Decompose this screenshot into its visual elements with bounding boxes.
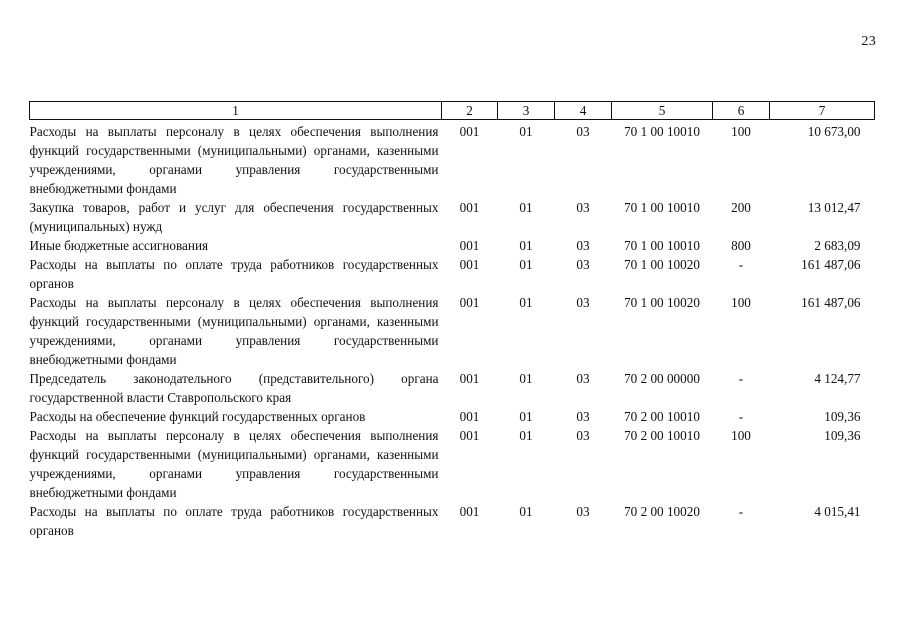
row-description: Председатель законодательного (представительного) органа государственной власти Ставропольского края	[29, 371, 439, 405]
row-description: Расходы на выплаты по оплате труда работников государственных органов	[29, 504, 439, 538]
column-header: 3	[498, 102, 555, 120]
column-header: 7	[770, 102, 875, 120]
column-header: 4	[555, 102, 612, 120]
row-subsection-code: 03	[576, 371, 590, 386]
row-section-code: 01	[519, 257, 533, 272]
row-ministry-code: 001	[459, 200, 480, 215]
row-expense-type-code: 800	[731, 238, 751, 253]
row-target-article-code: 70 2 00 10010	[624, 428, 700, 443]
row-subsection-code: 03	[576, 200, 590, 215]
row-amount: 13 012,47	[807, 200, 861, 215]
row-expense-type-code: 100	[731, 428, 751, 443]
row-section-code: 01	[519, 124, 533, 139]
row-ministry-code: 001	[459, 428, 480, 443]
row-description: Расходы на выплаты по оплате труда работников государственных органов	[29, 257, 439, 291]
row-section-code: 01	[519, 504, 533, 519]
table-row	[30, 255, 875, 293]
row-expense-type-code: 100	[731, 124, 751, 139]
row-ministry-code: 001	[459, 504, 480, 519]
row-target-article-code: 70 2 00 10010	[624, 409, 700, 424]
row-description: Иные бюджетные ассигнования	[29, 238, 209, 253]
column-header: 6	[713, 102, 770, 120]
row-target-article-code: 70 1 00 10020	[624, 295, 700, 310]
row-amount: 161 487,06	[801, 295, 861, 310]
table-row	[30, 407, 875, 426]
row-amount: 4 124,77	[814, 371, 861, 386]
row-subsection-code: 03	[576, 295, 590, 310]
column-header: 1	[30, 102, 442, 120]
row-section-code: 01	[519, 409, 533, 424]
row-section-code: 01	[519, 238, 533, 253]
row-expense-type-code: -	[738, 257, 744, 272]
row-expense-type-code: 200	[731, 200, 751, 215]
row-description: Расходы на выплаты персоналу в целях обеспечения выполнения функций государственными (муниципальными) органами, казенными учреждениями, органами управления государственными внебюджетными фондами	[29, 295, 439, 367]
row-description: Расходы на выплаты персоналу в целях обеспечения выполнения функций государственными (муниципальными) органами, казенными учреждениями, органами управления государственными внебюджетными фондами	[29, 428, 439, 500]
table-row	[30, 236, 875, 255]
row-target-article-code: 70 1 00 10020	[624, 257, 700, 272]
row-amount: 109,36	[824, 409, 861, 424]
row-subsection-code: 03	[576, 409, 590, 424]
row-section-code: 01	[519, 200, 533, 215]
row-target-article-code: 70 2 00 10020	[624, 504, 700, 519]
row-ministry-code: 001	[459, 124, 480, 139]
table-row	[30, 198, 875, 236]
row-description: Расходы на обеспечение функций государственных органов	[29, 409, 366, 424]
page-number: 23	[861, 34, 876, 49]
row-ministry-code: 001	[459, 295, 480, 310]
table-row	[30, 426, 875, 502]
row-subsection-code: 03	[576, 238, 590, 253]
row-section-code: 01	[519, 371, 533, 386]
row-amount: 2 683,09	[814, 238, 861, 253]
table-row	[30, 120, 875, 199]
row-expense-type-code: -	[738, 371, 744, 386]
row-target-article-code: 70 1 00 10010	[624, 200, 700, 215]
row-amount: 161 487,06	[801, 257, 861, 272]
row-target-article-code: 70 1 00 10010	[624, 124, 700, 139]
row-description: Закупка товаров, работ и услуг для обеспечения государственных (муниципальных) нужд	[29, 200, 439, 234]
column-header: 5	[612, 102, 713, 120]
row-expense-type-code: -	[738, 409, 744, 424]
column-header: 2	[442, 102, 498, 120]
row-expense-type-code: 100	[731, 295, 751, 310]
row-amount: 4 015,41	[814, 504, 861, 519]
row-target-article-code: 70 2 00 00000	[624, 371, 700, 386]
row-ministry-code: 001	[459, 371, 480, 386]
row-ministry-code: 001	[459, 257, 480, 272]
table-row	[30, 502, 875, 540]
budget-table	[29, 101, 875, 540]
row-ministry-code: 001	[459, 238, 480, 253]
row-amount: 109,36	[824, 428, 861, 443]
row-subsection-code: 03	[576, 257, 590, 272]
row-expense-type-code: -	[738, 504, 744, 519]
table-body	[30, 120, 875, 541]
row-section-code: 01	[519, 295, 533, 310]
row-section-code: 01	[519, 428, 533, 443]
row-ministry-code: 001	[459, 409, 480, 424]
table-row	[30, 293, 875, 369]
table-header-row	[30, 102, 875, 120]
row-subsection-code: 03	[576, 124, 590, 139]
row-subsection-code: 03	[576, 504, 590, 519]
row-description: Расходы на выплаты персоналу в целях обеспечения выполнения функций государственными (муниципальными) органами, казенными учреждениями, органами управления государственными внебюджетными фондами	[29, 124, 439, 196]
table-row	[30, 369, 875, 407]
row-target-article-code: 70 1 00 10010	[624, 238, 700, 253]
row-amount: 10 673,00	[807, 124, 861, 139]
row-subsection-code: 03	[576, 428, 590, 443]
